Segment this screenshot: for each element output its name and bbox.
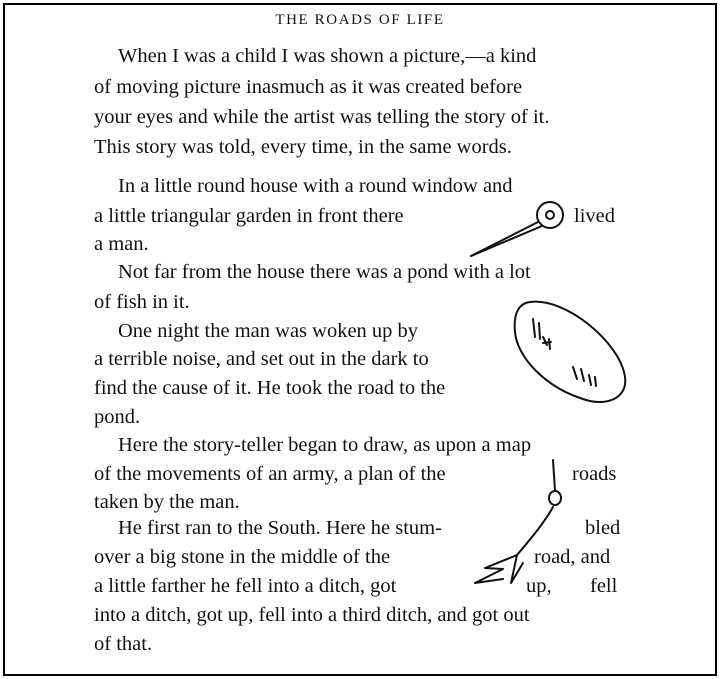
- pond-sketch: [505, 297, 635, 412]
- text-line: a terrible noise, and set out in the dark to: [94, 348, 429, 370]
- text-line: of moving picture inasmuch as it was created before: [94, 76, 523, 98]
- text-line: of the movements of an army, a plan of the: [94, 463, 446, 485]
- text-line: This story was told, every time, in the same words.: [94, 136, 512, 158]
- text-line: pond.: [94, 406, 141, 428]
- text-line: When I was a child I was shown a picture,—a kind: [118, 45, 537, 67]
- text-line: In a little round house with a round window and: [118, 175, 513, 197]
- text-line: lived: [574, 205, 615, 227]
- text-line: a man.: [94, 233, 149, 255]
- page-title: THE ROADS OF LIFE: [275, 12, 445, 28]
- text-line: Not far from the house there was a pond with a lot: [118, 261, 531, 283]
- text-line: Here the story-teller began to draw, as upon a map: [118, 434, 532, 456]
- road-with-ditches-sketch: [465, 455, 575, 595]
- text-line: He first ran to the South. Here he stum-: [118, 517, 442, 539]
- text-line: over a big stone in the middle of the: [94, 546, 391, 568]
- text-line: into a ditch, got up, fell into a third ditch, and got out: [94, 604, 530, 626]
- text-line: bled: [585, 517, 621, 539]
- text-line: road, and: [534, 546, 611, 568]
- text-line: your eyes and while the artist was telling the story of it.: [94, 106, 550, 128]
- text-line: One night the man was woken up by: [118, 320, 419, 342]
- text-line: of that.: [94, 633, 153, 655]
- text-line: of fish in it.: [94, 291, 190, 313]
- house-and-garden-sketch: [465, 195, 575, 260]
- text-line: find the cause of it. He took the road to the: [94, 377, 446, 399]
- text-line: fell: [590, 575, 618, 597]
- text-line: taken by the man.: [94, 491, 240, 513]
- text-line: a little triangular garden in front there: [94, 205, 404, 227]
- text-line: roads: [572, 463, 617, 485]
- text-line: up,: [526, 575, 552, 597]
- text-line: a little farther he fell into a ditch, got: [94, 575, 397, 597]
